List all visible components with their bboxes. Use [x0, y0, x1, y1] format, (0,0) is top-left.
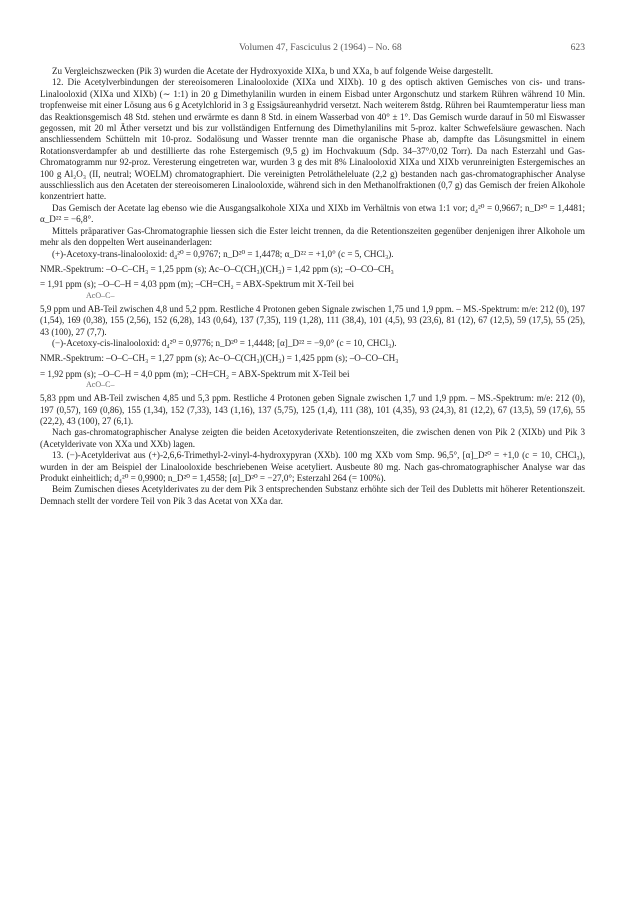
- cis-nmr-line-1: NMR.-Spektrum: –O–C–CH₃ = 1,27 ppm (s); Ac–O–C(CH₃)(CH₃) = 1,425 ppm (s); –O–CO–CH₃: [40, 353, 399, 364]
- gc-separation-paragraph: Mittels präparativer Gas-Chromatographie liessen sich die Ester leicht trennen, da die Retentionszeiten gegenüber denjenigen ihrer Alkohole um mehr als den doppelten Wert auseinanderlagen:: [40, 225, 585, 248]
- section-13-paragraph: 13. (−)-Acetylderivat aus (+)-2,6,6-Trimethyl-2-vinyl-4-hydroxypyran (XXb). 100 mg XXb vom Smp. 96,5°, [α]_D²⁰ = +1,0 (c = 10, CHCl₃), wurden in der am Beispiel der Linalooloxide beschriebenen Weise acetyliert. Ausbeute 80 mg. Nach gas-chromatographischer Analyse war das Produkt einheitlich; d₄²⁰ = 0,9900; n_D²⁰ = 1,4558; [α]_D²⁰ = −27,0°; Esterzahl 264 (= 100%).: [40, 450, 585, 483]
- trans-nmr-acoc-label: AcO–C–: [86, 290, 115, 300]
- conclusion-paragraph: Beim Zumischen dieses Acetylderivates zu der dem Pik 3 entsprechenden Substanz erhöhte sich der Teil des Dubletts mit höherer Retentionszeit. Demnach stellt der vordere Teil von Pik 3 das Acetat von XXa dar.: [40, 484, 585, 506]
- cis-oxide-heading: (−)-Acetoxy-cis-linalooloxid: d₄²⁰ = 0,9776; n_D²⁰ = 1,4448; [α]_D²² = −9,0° (c = 10, CHCl₃).: [52, 337, 397, 348]
- retention-paragraph: Nach gas-chromatographischer Analyse zeigten die beiden Acetoxyderivate Retentionszeiten, die zwischen denen von Pik 2 (XIXb) und Pik 3 (Acetylderivate von XXa und XXb) lagen.: [40, 427, 585, 449]
- trans-oxide-heading: (+)-Acetoxy-trans-linalooloxid: d₄²⁰ = 0,9767; n_D²⁰ = 1,4478; α_D²² = +1,0° (c = 5, CHCl₃).: [52, 248, 394, 259]
- acetate-ratio-paragraph: Das Gemisch der Acetate lag ebenso wie die Ausgangsalkohole XIXa und XIXb im Verhältnis von etwa 1:1 vor; d₄²⁰ = 0,9667; n_D²⁰ = 1,4481; α_D²² = −6,8°.: [40, 202, 585, 225]
- journal-citation: Volumen 47, Fasciculus 2 (1964) – No. 68: [238, 42, 402, 53]
- trans-nmr-line-2: = 1,91 ppm (s); –O–C–H = 4,03 ppm (m); –CH=CH₂ = ABX-Spektrum mit X-Teil bei: [40, 279, 355, 290]
- trans-ms-paragraph: 5,9 ppm und AB-Teil zwischen 4,8 und 5,2 ppm. Restliche 4 Protonen geben Signale zwischen 1,75 und 1,9 ppm. – MS.-Spektrum: m/e: 212 (0), 197 (1,54), 169 (0,38), 155 (2,56), 152 (6,28), 143 (0,64), 137 (7,35), 119 (1,28), 111 (38,4), 101 (4,5), 93 (23,6), 81 (12), 67 (12,5), 59 (17,5), 55 (25), 43 (100), 27 (7,7).: [40, 303, 585, 337]
- section-12-paragraph: 12. Die Acetylverbindungen der stereoisomeren Linalooloxide (XIXa und XIXb). 10 g des optisch aktiven Gemisches von cis- und trans-Linalooloxid (XIXa und XIXb) (∼ 1:1) in 20 g Dimethylanilin wurden in einem Eisbad unter Argonschutz und starkem Rühren während 10 Min. tropfenweise mit einer Lösung aus 6 g Acetylchlorid in 3 g Essigsäureanhydrid versetzt. Nach weiterem 8stdg. Rühren bei Raumtemperatur liess man das Reaktionsgemisch 48 Std. stehen und erwärmte es dann 8 Std. in einem Wasserbad von 40° ± 1°. Das Gemisch wurde darauf in 50 ml Eiswasser gegossen, mit 20 ml Äther versetzt und bis zur vollständigen Entfernung des Dimethylanilins mit 5-proz. kalter Schwefelsäure gewaschen. Nach anschliessendem Schütteln mit 10-proz. Sodalösung und Wasser trennte man die organische Phase ab, dampfte das Lösungsmittel in einem Rotationsverdampfer ab und destillierte das rohe Estergemisch (9,5 g) im Hochvakuum (Sdp. 34–37°/0,02 Torr). Da nach Esterzahl und Gas-Chromatogramm nur 92-proz. Veresterung eingetreten war, wurden 3 g des mit 8% Linalooloxid XIXa und XIXb verunreinigten Estergemisches an 100 g Al₂O₃ (II, neutral; WOELM) chromatographiert. Die vereinigten Petrolätheleluate (2,2 g) bestanden nach gas-chromatographischer Analyse ausschliesslich aus den Acetaten der stereoisomeren Linalooloxide, während sich in den Methanolfraktionen (0,7 g) das Gemisch der freien Alkohole konzentriert hatte.: [40, 77, 585, 202]
- intro-paragraph: Zu Vergleichszwecken (Pik 3) wurden die Acetate der Hydroxyoxide XIXa, b und XXa, b auf folgende Weise dargestellt.: [52, 66, 494, 76]
- cis-nmr-acoc-label: AcO–C–: [86, 380, 115, 390]
- trans-nmr-line-1: NMR.-Spektrum: –O–C–CH₃ = 1,25 ppm (s); Ac–O–C(CH₃)(CH₃) = 1,42 ppm (s); –O–CO–CH₃: [40, 263, 394, 274]
- page-header: [40, 42, 585, 54]
- cis-nmr-line-2: = 1,92 ppm (s); –O–C–H = 4,0 ppm (m); –CH=CH₂ = ABX-Spektrum mit X-Teil bei: [40, 368, 350, 379]
- document-page: [40, 42, 585, 507]
- cis-ms-paragraph: 5,83 ppm und AB-Teil zwischen 4,85 und 5,3 ppm. Restliche 4 Protonen geben Signale zwischen 1,7 und 1,9 ppm. – MS.-Spektrum: m/e: 212 (0), 197 (0,57), 169 (0,86), 155 (1,34), 152 (7,33), 143 (1,16), 137 (5,75), 125 (1,4), 111 (38), 101 (4,35), 93 (24,3), 81 (12,2), 67 (13,5), 59 (17,6), 55 (22,2), 43 (100), 27 (6,1).: [40, 393, 585, 426]
- page-number: 623: [570, 42, 585, 53]
